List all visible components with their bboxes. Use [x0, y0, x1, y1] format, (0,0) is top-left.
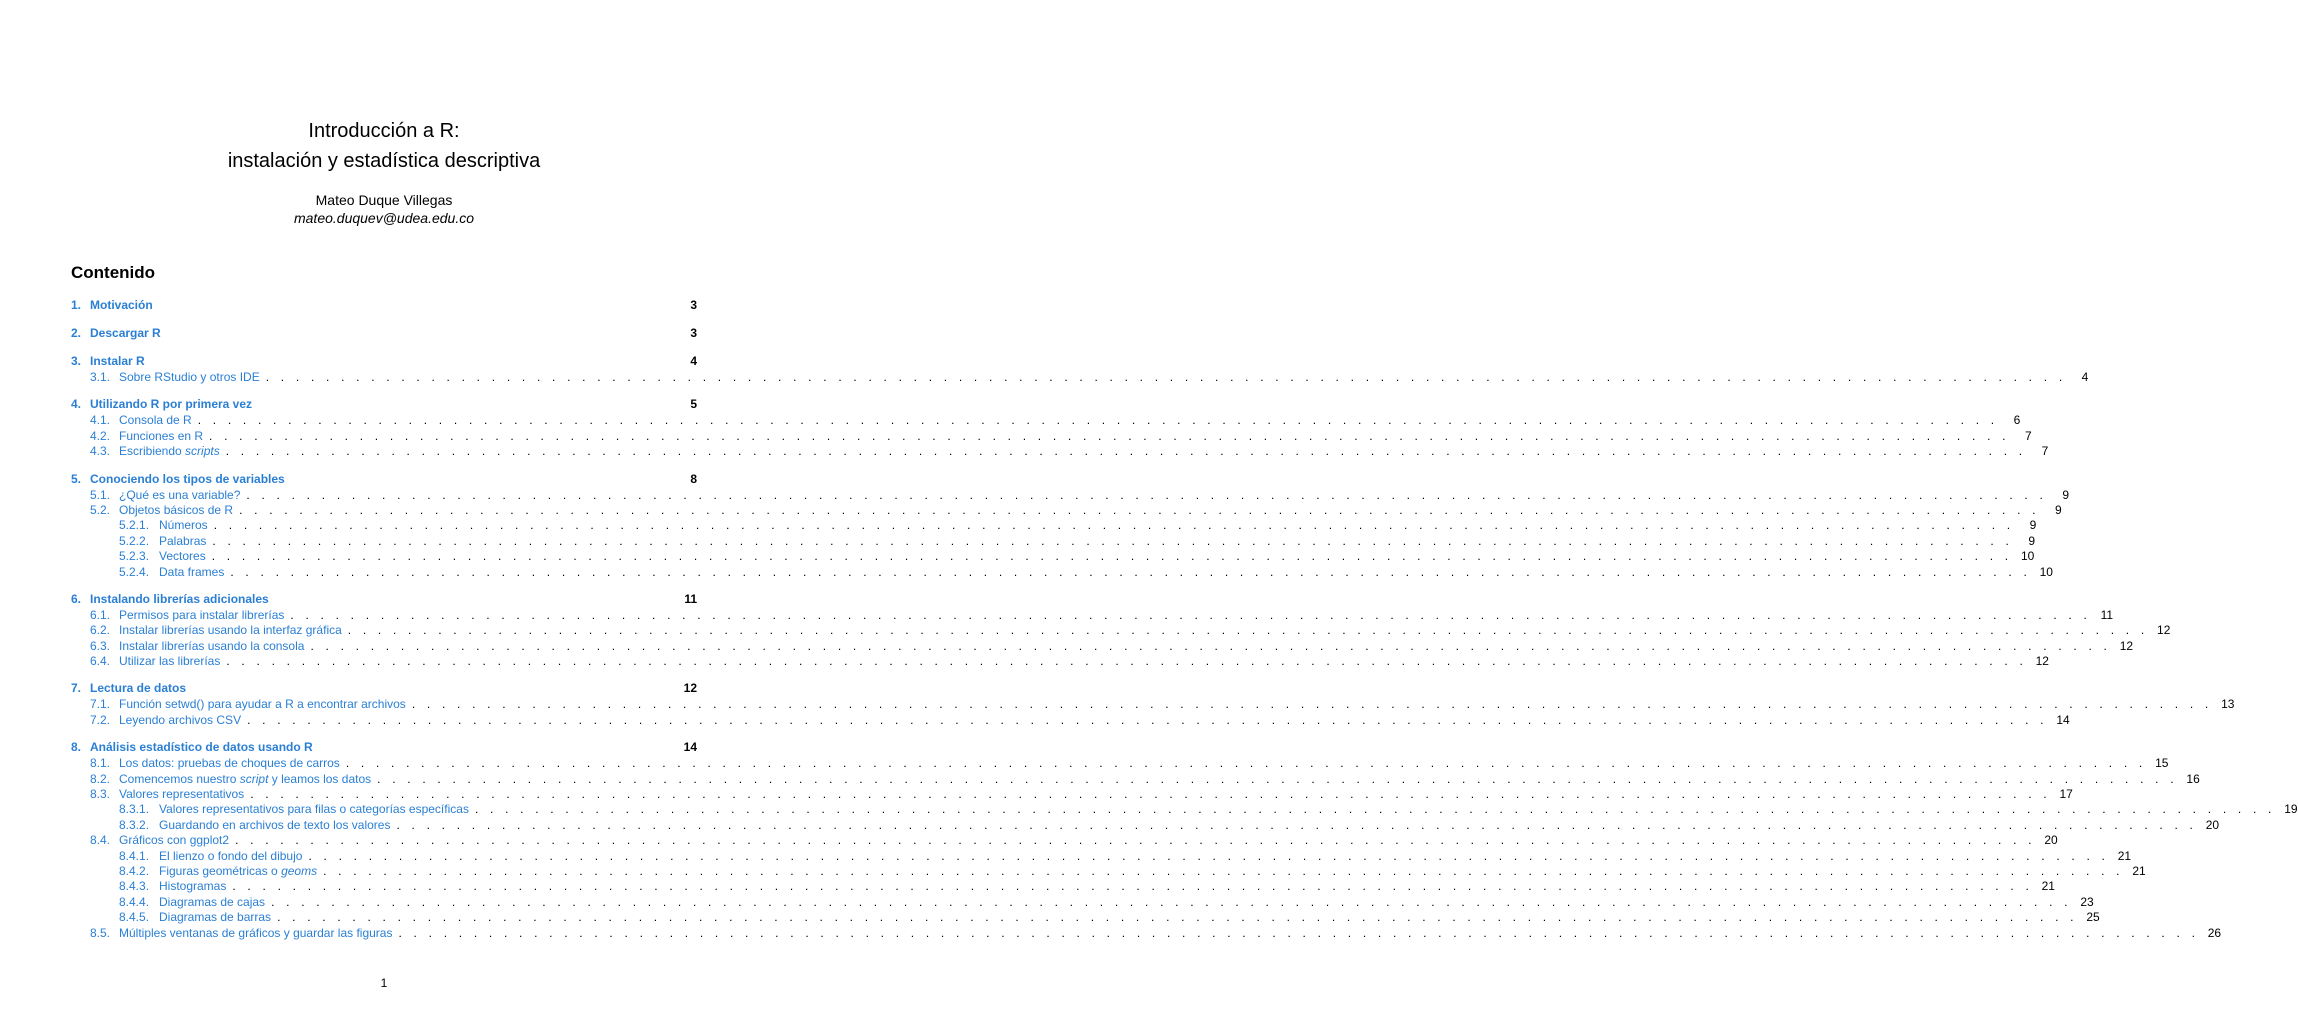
toc-number: 4.3.	[90, 444, 111, 459]
toc-number: 8.3.1.	[119, 802, 150, 817]
toc-label: Leyendo archivos CSV	[119, 712, 242, 727]
toc-label: Función setwd() para ayudar a R a encontrar archivos	[119, 697, 406, 712]
toc-page-number: 21	[2041, 879, 2055, 894]
toc-label: El lienzo o fondo del dibujo	[159, 848, 303, 863]
toc-label: Permisos para instalar librerías	[119, 607, 285, 622]
toc-subsection[interactable]	[71, 925, 2222, 941]
toc-label: Gráficos con ggplot2	[119, 833, 230, 848]
toc-number: 8.1.	[90, 756, 111, 771]
toc-subsection[interactable]	[71, 654, 2049, 669]
toc-number: 5.1.	[90, 487, 111, 502]
toc-subsubsection[interactable]	[71, 564, 2053, 580]
toc-label: Instalar librerías usando la interfaz gráfica	[119, 623, 342, 638]
toc-subsection[interactable]	[71, 428, 2032, 444]
toc-page-number: 17	[2059, 787, 2073, 802]
toc-subsection[interactable]	[71, 712, 2070, 728]
toc-number: 4.2.	[90, 428, 111, 443]
toc-subsection[interactable]	[71, 370, 2089, 385]
toc-number: 8.3.	[90, 787, 111, 802]
toc-label: Múltiples ventanas de gráficos y guardar las figuras	[119, 925, 393, 940]
toc-subsection[interactable]	[71, 697, 2235, 712]
toc-label: Diagramas de barras	[159, 910, 272, 925]
page-number: 1	[380, 976, 388, 990]
toc-dot-leader: . . . . . . . . . . . . . . . . . . . . . . . . . . . . . . . . . . . . . . . . . . . . . . . . . . . . . . . . . . . . . . . . . . . . . . . . . . . . . . . . . . . . . . . . . . . . . . . . . . . . . . . . . . . . . . . . . . . . . . . .	[230, 564, 2031, 579]
toc-label: Utilizando R por primera vez	[90, 397, 253, 412]
toc-dot-leader: . . . . . . . . . . . . . . . . . . . . . . . . . . . . . . . . . . . . . . . . . . . . . . . . . . . . . . . . . . . . . . . . . . . . . . . . . . . . . . . . . . . . . . . . . . . . . . . . . . . . . . . . . . . . . . . . . . . . . . . .	[232, 879, 2033, 894]
toc-dot-leader: . . . . . . . . . . . . . . . . . . . . . . . . . . . . . . . . . . . . . . . . . . . . . . . . . . . . . . . . . . . . . . . . . . . . . . . . . . . . . . . . . . . . . . . . . . . . . . . . . . . . . . . . . . . . . . . . . . . . . . . .	[323, 863, 2124, 878]
toc-dot-leader: . . . . . . . . . . . . . . . . . . . . . . . . . . . . . . . . . . . . . . . . . . . . . . . . . . . . . . . . . . . . . . . . . . . . . . . . . . . . . . . . . . . . . . . . . . . . . . . . . . . . . . . . . . . . . . . . . . . . . . . .	[235, 833, 2036, 848]
toc-label: Objetos básicos de R	[119, 502, 234, 517]
toc-subsection[interactable]	[71, 771, 2200, 787]
toc-section[interactable]	[71, 681, 697, 697]
toc-label: Valores representativos	[119, 787, 245, 802]
toc-page-number: 15	[2155, 756, 2169, 771]
toc-dot-leader: . . . . . . . . . . . . . . . . . . . . . . . . . . . . . . . . . . . . . . . . . . . . . . . . . . . . . . . . . . . . . . . . . . . . . . . . . . . . . . . . . . . . . . . . . . . . . . . . . . . . . . . . . . . . . . . . . . . . . . . .	[226, 654, 2027, 669]
toc-subsection[interactable]	[71, 502, 2062, 518]
toc-page-number: 5	[690, 397, 697, 412]
toc-subsection[interactable]	[71, 787, 2073, 802]
toc-page-number: 23	[2080, 894, 2094, 909]
toc-subsubsection[interactable]	[71, 910, 2100, 925]
toc-number: 7.2.	[90, 712, 111, 727]
toc-page-number: 19	[2284, 802, 2298, 817]
toc-section[interactable]	[71, 326, 697, 342]
toc-number: 8.2.	[90, 771, 111, 786]
toc-number: 8.4.1.	[119, 848, 150, 863]
toc-section[interactable]	[71, 354, 697, 370]
toc-label: Números	[159, 518, 208, 533]
toc-label: Diagramas de cajas	[159, 894, 266, 909]
toc-page-number: 20	[2044, 833, 2058, 848]
toc-label: Análisis estadístico de datos usando R	[90, 740, 313, 755]
toc-page-number: 9	[2062, 487, 2070, 502]
toc-subsubsection[interactable]	[71, 802, 2298, 817]
toc-label: Funciones en R	[119, 428, 204, 443]
toc-page-number: 16	[2186, 771, 2200, 786]
toc-page-number: 7	[2041, 444, 2049, 459]
toc-dot-leader: . . . . . . . . . . . . . . . . . . . . . . . . . . . . . . . . . . . . . . . . . . . . . . . . . . . . . . . . . . . . . . . . . . . . . . . . . . . . . . . . . . . . . . . . . . . . . . . . . . . . . . . . . . . . . . . . . . . . . . . .	[347, 623, 2149, 638]
toc-dot-leader: . . . . . . . . . . . . . . . . . . . . . . . . . . . . . . . . . . . . . . . . . . . . . . . . . . . . . . . . . . . . . . . . . . . . . . . . . . . . . . . . . . . . . . . . . . . . . . . . . . . . . . . . . . . . . . . . . . . . . . . .	[474, 802, 2276, 817]
toc-page-number: 21	[2117, 848, 2132, 863]
toc-subsection[interactable]	[71, 833, 2058, 848]
toc-label: Lectura de datos	[90, 681, 187, 696]
toc-number: 3.	[71, 354, 82, 368]
toc-page-number: 12	[2157, 623, 2171, 638]
toc-subsubsection[interactable]	[71, 879, 2055, 894]
toc-subsection[interactable]	[71, 444, 2049, 459]
toc-label: ¿Qué es una variable?	[119, 487, 241, 502]
table-of-contents	[71, 298, 2298, 941]
toc-dot-leader: . . . . . . . . . . . . . . . . . . . . . . . . . . . . . . . . . . . . . . . . . . . . . . . . . . . . . . . . . . . . . . . . . . . . . . . . . . . . . . . . . . . . . . . . . . . . . . . . . . . . . . . . . . . . . . . . . . . . . . . .	[290, 607, 2092, 622]
toc-number: 8.4.2.	[119, 863, 150, 878]
toc-dot-leader: . . . . . . . . . . . . . . . . . . . . . . . . . . . . . . . . . . . . . . . . . . . . . . . . . . . . . . . . . . . . . . . . . . . . . . . . . . . . . . . . . . . . . . . . . . . . . . . . . . . . . . . . . . . . . . . . . . . . . . . .	[213, 518, 2015, 533]
toc-dot-leader: . . . . . . . . . . . . . . . . . . . . . . . . . . . . . . . . . . . . . . . . . . . . . . . . . . . . . . . . . . . . . . . . . . . . . . . . . . . . . . . . . . . . . . . . . . . . . . . . . . . . . . . . . . . . . . . . . . . . . . . .	[197, 413, 1999, 428]
toc-label: Conociendo los tipos de variables	[90, 471, 285, 486]
toc-section[interactable]	[71, 740, 697, 756]
toc-label: Escribiendo scripts	[119, 444, 220, 459]
toc-dot-leader: . . . . . . . . . . . . . . . . . . . . . . . . . . . . . . . . . . . . . . . . . . . . . . . . . . . . . . . . . . . . . . . . . . . . . . . . . . . . . . . . . . . . . . . . . . . . . . . . . . . . . . . . . . . . . . . . . . . . . . . .	[209, 428, 2010, 443]
toc-label: Descargar R	[90, 326, 161, 340]
toc-page-number: 9	[2029, 518, 2037, 533]
toc-label: Data frames	[159, 564, 225, 579]
toc-number: 8.5.	[90, 925, 111, 940]
toc-section[interactable]	[71, 592, 697, 608]
toc-section[interactable]	[71, 472, 697, 488]
toc-number: 6.3.	[90, 638, 111, 653]
toc-page-number: 11	[684, 591, 697, 606]
toc-number: 7.1.	[90, 697, 111, 712]
toc-dot-leader: . . . . . . . . . . . . . . . . . . . . . . . . . . . . . . . . . . . . . . . . . . . . . . . . . . . . . . . . . . . . . . . . . . . . . . . . . . . . . . . . . . . . . . . . . . . . . . . . . . . . . . . . . . . . . . . . . . . . . . . .	[247, 712, 2048, 727]
toc-page-number: 14	[2056, 712, 2070, 727]
toc-label: Instalar R	[90, 354, 145, 368]
toc-label: Consola de R	[119, 413, 192, 428]
toc-number: 8.4.	[90, 833, 111, 848]
toc-dot-leader: . . . . . . . . . . . . . . . . . . . . . . . . . . . . . . . . . . . . . . . . . . . . . . . . . . . . . . . . . . . . . . . . . . . . . . . . . . . . . . . . . . . . . . . . . . . . . . . . . . . . . . . . . . . . . . . . . . . . . . . .	[310, 638, 2112, 653]
toc-dot-leader: . . . . . . . . . . . . . . . . . . . . . . . . . . . . . . . . . . . . . . . . . . . . . . . . . . . . . . . . . . . . . . . . . . . . . . . . . . . . . . . . . . . . . . . . . . . . . . . . . . . . . . . . . . . . . . . . . . . . . . . .	[265, 370, 2067, 384]
toc-dot-leader: . . . . . . . . . . . . . . . . . . . . . . . . . . . . . . . . . . . . . . . . . . . . . . . . . . . . . . . . . . . . . . . . . . . . . . . . . . . . . . . . . . . . . . . . . . . . . . . . . . . . . . . . . . . . . . . . . . . . . . . .	[246, 487, 2048, 502]
toc-page-number: 3	[690, 298, 697, 312]
toc-page-number: 4	[2081, 370, 2089, 384]
toc-dot-leader: . . . . . . . . . . . . . . . . . . . . . . . . . . . . . . . . . . . . . . . . . . . . . . . . . . . . . . . . . . . . . . . . . . . . . . . . . . . . . . . . . . . . . . . . . . . . . . . . . . . . . . . . . . . . . . . . . . . . . . . .	[277, 910, 2078, 925]
toc-page-number: 7	[2024, 428, 2032, 443]
toc-label: Figuras geométricas o geoms	[159, 863, 318, 878]
toc-dot-leader: . . . . . . . . . . . . . . . . . . . . . . . . . . . . . . . . . . . . . . . . . . . . . . . . . . . . . . . . . . . . . . . . . . . . . . . . . . . . . . . . . . . . . . . . . . . . . . . . . . . . . . . . . . . . . . . . . . . . . . . .	[396, 817, 2198, 832]
toc-number: 4.1.	[90, 413, 111, 428]
toc-label: Instalando librerías adicionales	[90, 591, 269, 606]
toc-page-number: 20	[2205, 817, 2220, 832]
toc-number: 6.	[71, 591, 82, 606]
toc-number: 1.	[71, 298, 82, 312]
toc-subsection[interactable]	[71, 756, 2169, 771]
toc-subsection[interactable]	[71, 607, 2114, 623]
toc-dot-leader: . . . . . . . . . . . . . . . . . . . . . . . . . . . . . . . . . . . . . . . . . . . . . . . . . . . . . . . . . . . . . . . . . . . . . . . . . . . . . . . . . . . . . . . . . . . . . . . . . . . . . . . . . . . . . . . . . . . . . . . .	[377, 771, 2178, 786]
author-name: Mateo Duque Villegas	[315, 192, 453, 208]
toc-label: Vectores	[159, 549, 206, 564]
toc-label: Histogramas	[159, 879, 227, 894]
toc-label: Guardando en archivos de texto los valores	[159, 817, 391, 832]
toc-subsubsection[interactable]	[71, 848, 2132, 864]
toc-dot-leader: . . . . . . . . . . . . . . . . . . . . . . . . . . . . . . . . . . . . . . . . . . . . . . . . . . . . . . . . . . . . . . . . . . . . . . . . . . . . . . . . . . . . . . . . . . . . . . . . . . . . . . . . . . . . . . . . . . . . . . . .	[271, 894, 2072, 909]
toc-number: 8.4.3.	[119, 879, 150, 894]
toc-label: Comencemos nuestro script y leamos los datos	[119, 771, 372, 786]
toc-section[interactable]	[71, 298, 697, 314]
toc-subsection[interactable]	[71, 413, 2021, 428]
toc-page-number: 4	[690, 354, 697, 368]
toc-dot-leader: . . . . . . . . . . . . . . . . . . . . . . . . . . . . . . . . . . . . . . . . . . . . . . . . . . . . . . . . . . . . . . . . . . . . . . . . . . . . . . . . . . . . . . . . . . . . . . . . . . . . . . . . . . . . . . . . . . . . . . . .	[398, 925, 2200, 940]
toc-dot-leader: . . . . . . . . . . . . . . . . . . . . . . . . . . . . . . . . . . . . . . . . . . . . . . . . . . . . . . . . . . . . . . . . . . . . . . . . . . . . . . . . . . . . . . . . . . . . . . . . . . . . . . . . . . . . . . . . . . . . . . . .	[411, 697, 2213, 712]
toc-number: 5.2.4.	[119, 564, 150, 579]
toc-number: 8.3.2.	[119, 817, 150, 832]
toc-page-number: 9	[2055, 502, 2062, 517]
toc-dot-leader: . . . . . . . . . . . . . . . . . . . . . . . . . . . . . . . . . . . . . . . . . . . . . . . . . . . . . . . . . . . . . . . . . . . . . . . . . . . . . . . . . . . . . . . . . . . . . . . . . . . . . . . . . . . . . . . . . . . . . . . .	[212, 533, 2013, 548]
toc-number: 8.	[71, 740, 82, 755]
toc-subsection[interactable]	[71, 638, 2134, 654]
toc-page-number: 10	[2020, 549, 2035, 564]
toc-page-number: 13	[2221, 697, 2235, 712]
toc-page-number: 10	[2039, 564, 2053, 579]
document-title-line2: instalación y estadística descriptiva	[227, 150, 541, 172]
toc-subsubsection[interactable]	[71, 518, 2037, 533]
toc-page-number: 12	[683, 681, 697, 696]
toc-subsubsection[interactable]	[71, 533, 2035, 549]
toc-number: 6.2.	[90, 623, 111, 638]
toc-page-number: 12	[2035, 654, 2049, 669]
toc-number: 5.2.1.	[119, 518, 150, 533]
toc-number: 5.2.3.	[119, 549, 150, 564]
toc-label: Motivación	[90, 298, 153, 312]
toc-subsection[interactable]	[71, 623, 2171, 638]
toc-subsubsection[interactable]	[71, 549, 2035, 564]
toc-number: 6.1.	[90, 607, 111, 622]
toc-page-number: 26	[2207, 925, 2222, 940]
toc-number: 8.4.5.	[119, 910, 150, 925]
toc-page-number: 9	[2028, 533, 2035, 548]
toc-page-number: 25	[2086, 910, 2100, 925]
toc-section[interactable]	[71, 397, 697, 413]
toc-subsubsection[interactable]	[71, 817, 2220, 833]
toc-label: Palabras	[159, 533, 207, 548]
toc-label: Los datos: pruebas de choques de carros	[119, 756, 340, 771]
toc-page-number: 8	[690, 471, 697, 486]
toc-number: 5.2.2.	[119, 533, 150, 548]
contents-heading: Contenido	[71, 263, 156, 282]
toc-label: Instalar librerías usando la consola	[119, 638, 305, 653]
toc-dot-leader: . . . . . . . . . . . . . . . . . . . . . . . . . . . . . . . . . . . . . . . . . . . . . . . . . . . . . . . . . . . . . . . . . . . . . . . . . . . . . . . . . . . . . . . . . . . . . . . . . . . . . . . . . . . . . . . . . . . . . . . .	[345, 756, 2147, 771]
toc-number: 7.	[71, 681, 82, 696]
toc-subsection[interactable]	[71, 487, 2070, 503]
toc-label: Utilizar las librerías	[119, 654, 221, 669]
toc-page-number: 6	[2013, 413, 2021, 428]
toc-number: 5.2.	[90, 502, 111, 517]
toc-dot-leader: . . . . . . . . . . . . . . . . . . . . . . . . . . . . . . . . . . . . . . . . . . . . . . . . . . . . . . . . . . . . . . . . . . . . . . . . . . . . . . . . . . . . . . . . . . . . . . . . . . . . . . . . . . . . . . . . . . . . . . . .	[308, 848, 2110, 863]
toc-label: Sobre RStudio y otros IDE	[119, 370, 260, 384]
toc-dot-leader: . . . . . . . . . . . . . . . . . . . . . . . . . . . . . . . . . . . . . . . . . . . . . . . . . . . . . . . . . . . . . . . . . . . . . . . . . . . . . . . . . . . . . . . . . . . . . . . . . . . . . . . . . . . . . . . . . . . . . . . .	[225, 444, 2027, 459]
toc-subsubsection[interactable]	[71, 863, 2146, 879]
toc-dot-leader: . . . . . . . . . . . . . . . . . . . . . . . . . . . . . . . . . . . . . . . . . . . . . . . . . . . . . . . . . . . . . . . . . . . . . . . . . . . . . . . . . . . . . . . . . . . . . . . . . . . . . . . . . . . . . . . . . . . . . . . .	[239, 502, 2040, 517]
toc-page-number: 21	[2132, 863, 2146, 878]
toc-number: 6.4.	[90, 654, 111, 669]
author-email: mateo.duquev@udea.edu.co	[293, 210, 474, 226]
toc-page-number: 3	[690, 326, 697, 340]
toc-number: 5.	[71, 471, 82, 486]
toc-number: 3.1.	[90, 370, 111, 384]
toc-label: Valores representativos para filas o categorías específicas	[159, 802, 469, 817]
toc-page-number: 14	[683, 740, 697, 755]
document-title-line1: Introducción a R:	[308, 120, 460, 142]
toc-dot-leader: . . . . . . . . . . . . . . . . . . . . . . . . . . . . . . . . . . . . . . . . . . . . . . . . . . . . . . . . . . . . . . . . . . . . . . . . . . . . . . . . . . . . . . . . . . . . . . . . . . . . . . . . . . . . . . . . . . . . . . . .	[211, 549, 2013, 564]
toc-dot-leader: . . . . . . . . . . . . . . . . . . . . . . . . . . . . . . . . . . . . . . . . . . . . . . . . . . . . . . . . . . . . . . . . . . . . . . . . . . . . . . . . . . . . . . . . . . . . . . . . . . . . . . . . . . . . . . . . . . . . . . . .	[250, 787, 2051, 802]
toc-page-number: 11	[2100, 607, 2114, 622]
toc-subsubsection[interactable]	[71, 894, 2094, 910]
toc-number: 4.	[71, 397, 82, 412]
toc-page-number: 12	[2119, 638, 2134, 653]
toc-number: 8.4.4.	[119, 894, 150, 909]
toc-number: 2.	[71, 326, 82, 340]
